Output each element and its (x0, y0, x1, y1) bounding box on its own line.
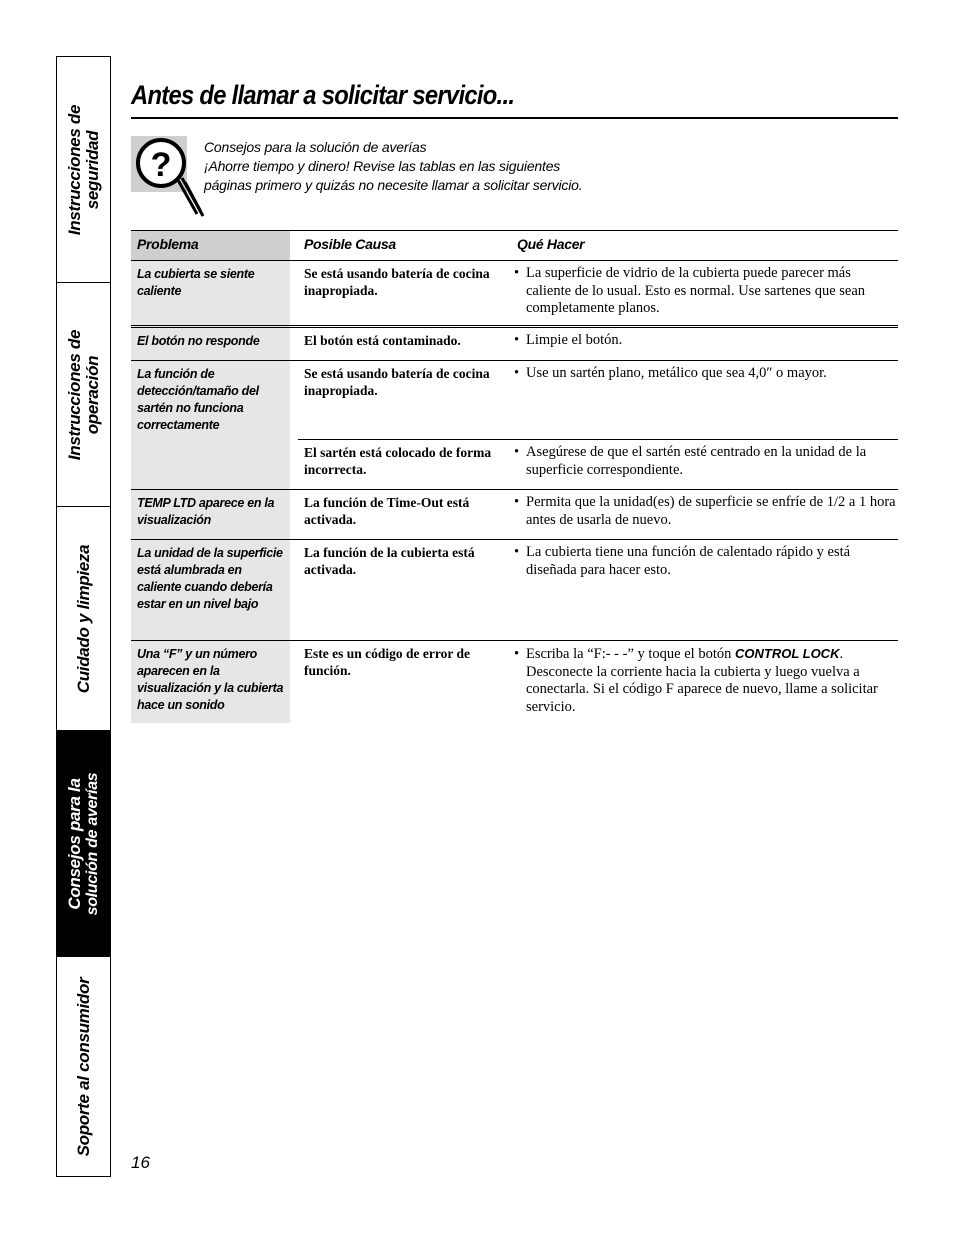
fix-text: • Asegúrese de que el sartén esté centrado en la unidad de la superficie correspondiente. (514, 444, 867, 478)
cause-entry (298, 439, 898, 490)
table-header (131, 230, 898, 261)
cause-text: Se está usando batería de cocina inapropiada. (304, 366, 490, 398)
page-title: Antes de llamar a solicitar servicio... (131, 80, 515, 110)
cause-entry (298, 641, 898, 723)
problem-cell: La cubierta se siente caliente (131, 261, 290, 327)
cause-text: El botón está contaminado. (304, 333, 461, 348)
tab-label: Instrucciones de seguridad (64, 104, 102, 235)
intro-line: ¡Ahorre tiempo y dinero! Revise las tablas en las siguientes (204, 158, 561, 174)
problem-cell: Una “F” y un número aparecen en la visualización y la cubierta hace un sonido (131, 641, 290, 723)
title-rule (131, 117, 898, 119)
cause-text: Este es un código de error de función. (304, 646, 470, 678)
cause-entry (298, 490, 898, 539)
problem-cell: El botón no responde (131, 328, 290, 360)
table-row (131, 327, 898, 360)
cause-text: Se está usando batería de cocina inapropiada. (304, 266, 490, 298)
header-cause: Posible Causa (304, 236, 396, 252)
cause-entry (298, 361, 898, 439)
fix-text: • La superficie de vidrio de la cubierta puede parecer más caliente de lo usual. Esto es normal. Use sartenes que sean completamente planos. (514, 265, 866, 316)
question-magnifier-icon (131, 132, 211, 222)
tab-label: Consejos para la solución de averías (64, 772, 101, 915)
tab-care-and-cleaning[interactable] (57, 507, 110, 731)
tab-label: Cuidado y limpieza (73, 544, 93, 693)
troubleshooting-table (131, 230, 898, 723)
header-problem: Problema (131, 231, 290, 260)
fix-text: • Limpie el botón. (514, 332, 623, 348)
tab-consumer-support[interactable] (57, 957, 110, 1176)
fix-text: • Use un sartén plano, metálico que sea 4,0″ o mayor. (514, 365, 827, 381)
table-row (131, 640, 898, 723)
side-tabs (56, 56, 111, 1177)
cause-text: La función de la cubierta está activada. (304, 545, 475, 577)
cause-entry (298, 328, 898, 360)
problem-cell: La unidad de la superficie está alumbrada en caliente cuando debería estar en un nivel bajo (131, 540, 290, 640)
cause-text: La función de Time-Out está activada. (304, 495, 470, 527)
cause-entry (298, 261, 898, 327)
tab-operating-instructions[interactable] (57, 283, 110, 507)
fix-text: • Escriba la “F:- - -” y toque el botón CONTROL LOCK. Desconecte la corriente hacia la cubierta y luego vuelva a conectarla. Si el código F aparece de nuevo, llame a solicitar servicio. (514, 646, 878, 715)
problem-cell: La función de detección/tamaño del sartén no funciona correctamente (131, 361, 290, 489)
header-fix: Qué Hacer (517, 236, 585, 252)
table-row (131, 539, 898, 640)
intro-text (204, 138, 804, 195)
row-divider (131, 325, 898, 326)
control-lock-label: CONTROL LOCK (734, 646, 840, 661)
problem-cell: TEMP LTD aparece en la visualización (131, 490, 290, 539)
intro-heading: Consejos para la solución de averías (204, 139, 427, 155)
cause-entry (298, 540, 898, 640)
fix-text: • Permita que la unidad(es) de superficie se enfríe de 1/2 a 1 hora antes de usarla de nuevo. (514, 494, 896, 528)
tab-troubleshooting[interactable] (57, 731, 110, 957)
table-row (131, 261, 898, 327)
svg-text:?: ? (150, 146, 172, 184)
fix-text: • La cubierta tiene una función de calentado rápido y está diseñada para hacer esto. (514, 544, 851, 578)
intro-line: páginas primero y quizás no necesite llamar a solicitar servicio. (204, 177, 583, 193)
page-number: 16 (131, 1153, 150, 1172)
tab-label: Soporte al consumidor (73, 977, 93, 1156)
table-row (131, 360, 898, 489)
tab-label: Instrucciones de operación (64, 329, 102, 460)
tab-safety-instructions[interactable] (57, 57, 110, 283)
cause-text: El sartén está colocado de forma incorrecta. (304, 445, 492, 477)
table-row (131, 489, 898, 539)
